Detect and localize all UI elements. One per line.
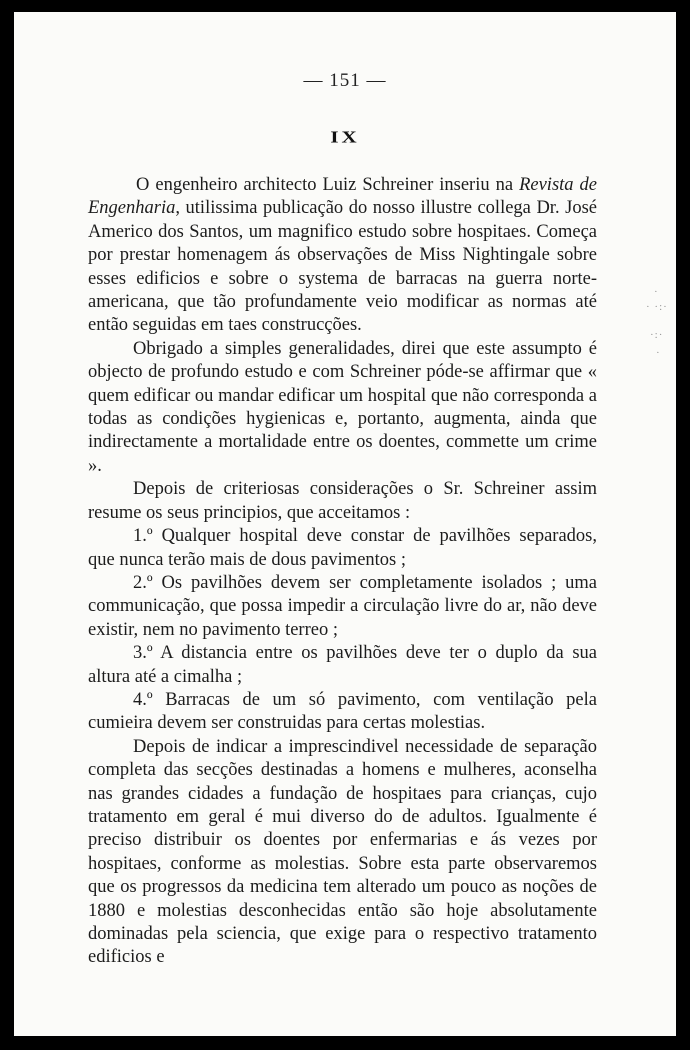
- paragraph-intro: [88, 174, 597, 338]
- principle-3: 3.º A distancia entre os pavilhões deve ter o duplo da sua altura até a cimalha ;: [88, 643, 597, 687]
- paragraph-intro-post: , utilissima publicação do nosso illustre collega Dr. José Americo dos Santos, um magnifico estudo sobre hospitaes. Começa por prestar homenagem ás observações de Miss Nightingale sobre esses edificios e sobre o systema de barracas na guerra norte-americana, que tão profundamente veio modificar as normas até então seguidas em taes construcções.: [88, 198, 597, 336]
- principle-4: 4.º Barracas de um só pavimento, com ventilação pela cumieira devem ser construidas para certas molestias.: [88, 689, 597, 734]
- body-text: [88, 174, 597, 970]
- paragraph-generalities: Obrigado a simples generalidades, direi que este assumpto é objecto de profundo estudo e com Schreiner póde-se affirmar que « quem edificar ou mandar edificar um hospital que não corresponda a todas as condições hygienicas e, portanto, augmenta, ainda que indirectamente a mortalidade entre os doentes, commette um crime ».: [88, 338, 597, 476]
- scan-speck: ·: [654, 286, 659, 298]
- principle-1: 1.º Qualquer hospital deve constar de pavilhões separados, que nunca terão mais de dous pavimentos ;: [88, 526, 597, 570]
- journal-title: Revista de Engenharia: [88, 175, 597, 219]
- page-number: — 151 —: [303, 70, 387, 91]
- scan-speck: ·:·: [650, 329, 664, 341]
- paragraph-separation: Depois de indicar a imprescindivel necessidade de separação completa das secções destinadas a homens e mulheres, aconselha nas grandes cidades a fundação de hospitaes para crianças, cujo tratamento em geral é mui diverso do de adultos. Igualmente é preciso distribuir os doentes por enfermarias e ás vezes por hospitaes, conforme as molestias. Sobre esta parte observaremos que os progressos da medicina tem alterado um pouco as noções de 1880 e molestias desconhecidas então são hoje absolutamente dominadas pela sciencia, que exige para o respectivo tratamento edificios e: [88, 736, 597, 968]
- chapter-heading: IX: [330, 127, 360, 147]
- scan-speck: · ·:·: [646, 301, 668, 313]
- book-page: [14, 12, 676, 1036]
- paragraph-considerations: Depois de criteriosas considerações o Sr. Schreiner assim resume os seus principios, que acceitamos :: [88, 479, 597, 523]
- principle-2: 2.º Os pavilhões devem ser completamente isolados ; uma communicação, que possa impedir a circulação livre do ar, não deve existir, nem no pavimento terreo ;: [88, 572, 597, 640]
- paragraph-intro-pre: O engenheiro architecto Luiz Schreiner inseriu na: [136, 175, 520, 195]
- scan-speck: ·: [656, 347, 661, 359]
